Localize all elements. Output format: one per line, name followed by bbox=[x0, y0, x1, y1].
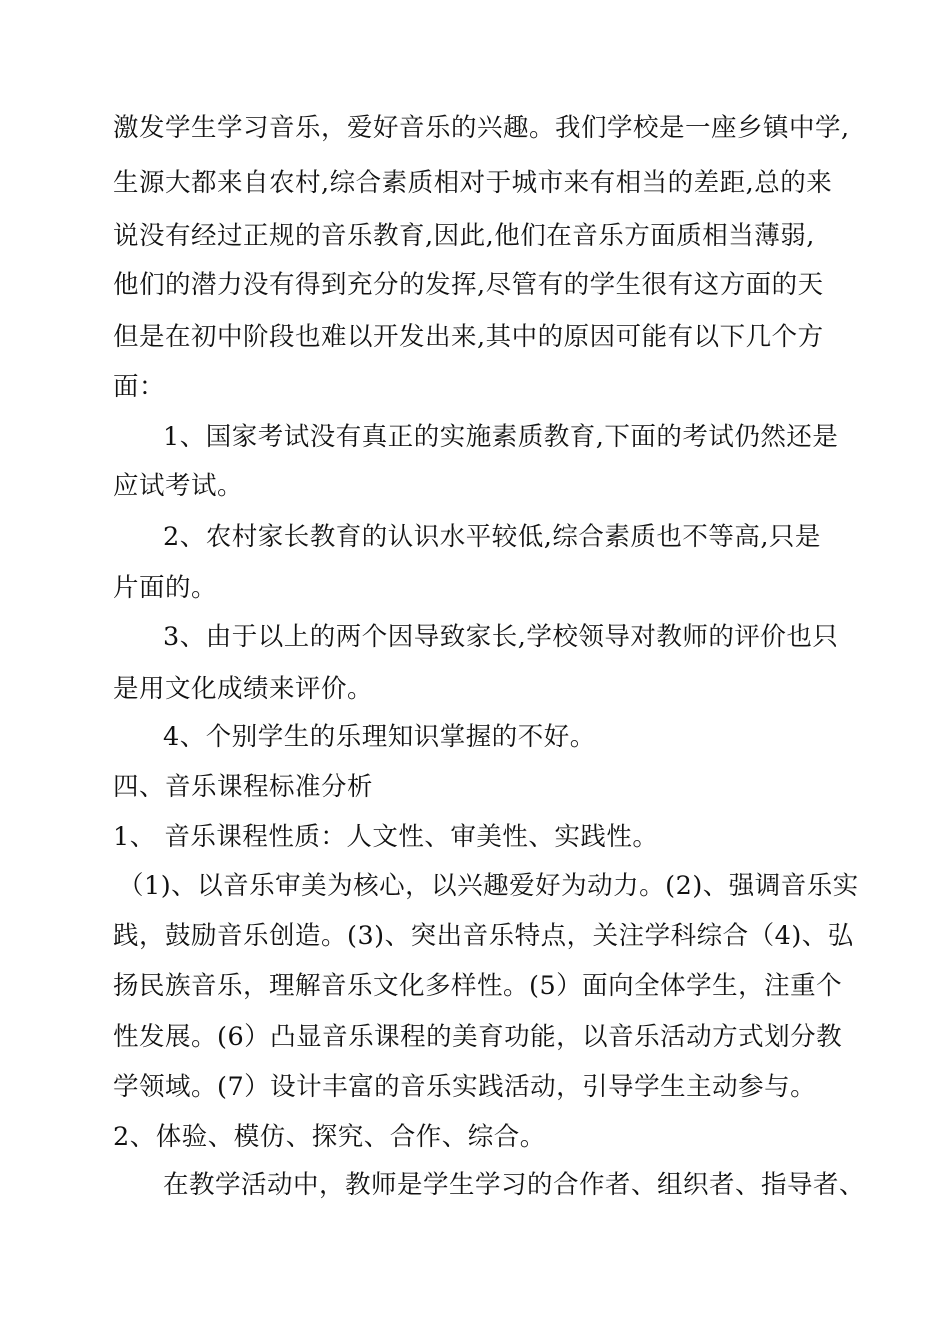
paragraph-line: 生源大都来自农村,综合素质相对于城市来有相当的差距,总的来 bbox=[113, 168, 833, 198]
list-item-2-continuation: 片面的。 bbox=[113, 573, 218, 603]
list-item-3: 3、由于以上的两个因导致家长,学校领导对教师的评价也只 bbox=[163, 622, 839, 652]
paragraph-line: 扬民族音乐，理解音乐文化多样性。(5）面向全体学生，注重个 bbox=[113, 971, 843, 1001]
list-item-1: 1、国家考试没有真正的实施素质教育,下面的考试仍然还是 bbox=[163, 422, 839, 452]
list-item-1-continuation: 应试考试。 bbox=[113, 471, 244, 501]
paragraph-line: 践，鼓励音乐创造。(3)、突出音乐特点，关注学科综合（4)、弘 bbox=[113, 921, 854, 951]
paragraph-line: 面： bbox=[113, 372, 166, 402]
list-item-3-continuation: 是用文化成绩来评价。 bbox=[113, 674, 374, 704]
paragraph-line: 学领域。(7）设计丰富的音乐实践活动，引导学生主动参与。 bbox=[113, 1072, 817, 1102]
subsection-heading: 2、体验、模仿、探究、合作、综合。 bbox=[113, 1122, 546, 1152]
paragraph-line: 激发学生学习音乐，爱好音乐的兴趣。我们学校是一座乡镇中学, bbox=[113, 113, 850, 143]
paragraph-line: 他们的潜力没有得到充分的发挥,尽管有的学生很有这方面的天 bbox=[113, 270, 824, 300]
paragraph-line: 但是在初中阶段也难以开发出来,其中的原因可能有以下几个方 bbox=[113, 322, 824, 352]
list-item-2: 2、农村家长教育的认识水平较低,综合素质也不等高,只是 bbox=[163, 522, 821, 552]
subsection-heading: 1、 音乐课程性质：人文性、审美性、实践性。 bbox=[113, 822, 659, 852]
section-heading: 四、音乐课程标准分析 bbox=[113, 772, 374, 802]
paragraph-line: 说没有经过正规的音乐教育,因此,他们在音乐方面质相当薄弱, bbox=[113, 221, 815, 251]
paragraph-line: 在教学活动中，教师是学生学习的合作者、组织者、指导者、 bbox=[163, 1170, 866, 1200]
paragraph-line: （1)、以音乐审美为核心，以兴趣爱好为动力。(2)、强调音乐实 bbox=[118, 871, 859, 901]
paragraph-line: 性发展。(6）凸显音乐课程的美育功能，以音乐活动方式划分教 bbox=[113, 1022, 843, 1052]
list-item-4: 4、个别学生的乐理知识掌握的不好。 bbox=[163, 722, 596, 752]
